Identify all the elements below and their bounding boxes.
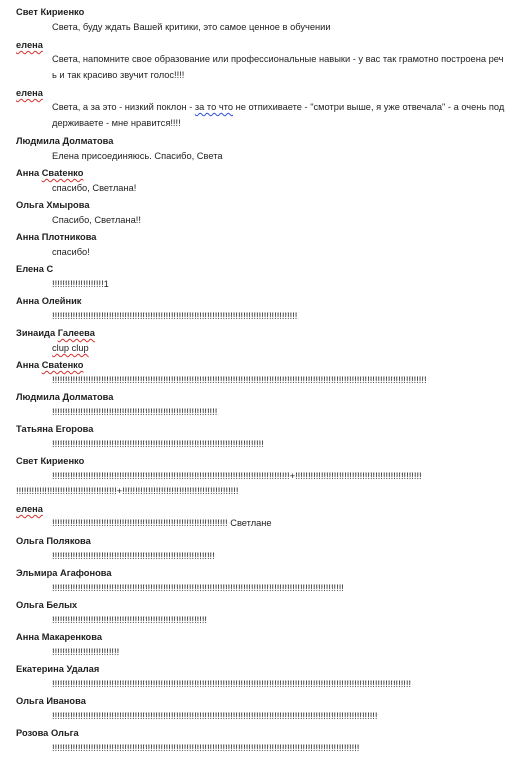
message-text: Света, буду ждать Вашей критики, это самое ценное в обучении <box>52 22 331 32</box>
message-text: !!!!!!!!!!!!!!!!!!!!!!!!!!!!!!!!!!!!!!!!!!!!!!!!!!!!!!!!!!!!!!!!!!!!!!!!!!!!!!!!!!!!!!!!!!!!!!!!!!!!!!!!!!!!!!!!! <box>52 583 344 593</box>
author-name: Ольга Иванова <box>16 696 86 706</box>
author-name: Екатерина Удалая <box>16 664 100 674</box>
author-name: Ольга Полякова <box>16 536 91 546</box>
author-name: Елена С <box>16 264 54 274</box>
author-name: Анна Плотникова <box>16 232 97 242</box>
message-continuation: !!!!!!!!!!!!!!!!!!!!!!!!!!!!!!!!!!!!!!!+!!!!!!!!!!!!!!!!!!!!!!!!!!!!!!!!!!!!!!!!!!!!! <box>16 486 239 496</box>
message-text: Света, напомните свое образование или профессиональные навыки - у вас так грамотно построена речь и так красиво звучит голос!!!! <box>52 54 504 80</box>
message-text: !!!!!!!!!!!!!!!!!!!!!!!!!!!!!!!!!!!!!!!!!!!!!!!!!!!!!!!!!!!!!!!!!!!! Светлане <box>52 518 272 528</box>
author-name: Розова Ольга <box>16 728 79 738</box>
author-name: Татьяна Егорова <box>16 424 94 434</box>
message-text: !!!!!!!!!!!!!!!!!!!!!!!!!!!!!!!!!!!!!!!!!!!!!!!!!!!!!!!!!!!!!!!!!!!!!!!!!!!!!!!!!!!!!!!!!!!!!!!!!!!!!!!!!!!!!!!!!!!!!!! <box>52 743 360 753</box>
author-name: Анна Макаренкова <box>16 632 102 642</box>
message-text: Света, а за это - низкий поклон - за то что не отпихиваете - "смотри выше, я уже отвечала" - а очень поддерживаете - мне нравится!!!! <box>52 102 505 128</box>
message-text: спасибо, Светлана! <box>52 183 137 193</box>
message-text: !!!!!!!!!!!!!!!!!!!!!!!!!!!!!!!!!!!!!!!!!!!!!!!!!!!!!!!!!!!!!!!!!!!!!!!!!!!!!!!!!!!!!!!!!!!!!!!!!!!!!!!!!!!!!!!!!!!!!!!!!!!!!!!!!!!!!!!!!!!!!!!!! <box>52 375 427 385</box>
message-text: !!!!!!!!!!!!!!!!!!!!!!!!!!!!!!!!!!!!!!!!!!!!!!!!!!!!!!!!!!!!!!! <box>52 551 215 561</box>
author-name: елена <box>16 88 43 98</box>
message-text: !!!!!!!!!!!!!!!!!!!!!!!!!!!!!!!!!!!!!!!!!!!!!!!!!!!!!!!!!!!!!!!!!!!!!!!!!!!!!!!!!!!!!!!!!!!!!!!!!!!!!!!!!!!!!!!!!!!!!!!!!!!!!! <box>52 711 378 721</box>
author-name: Анна Свatенко <box>16 168 84 178</box>
author-name: Ольга Белых <box>16 600 78 610</box>
author-name: Анна Олейник <box>16 296 82 306</box>
message-text: Спасибо, Светлана!! <box>52 215 141 225</box>
author-name: Анна Свatенко <box>16 360 84 370</box>
author-name: Людмила Долматова <box>16 392 114 402</box>
author-name: Свет Кириенко <box>16 456 85 466</box>
author-name: Ольга Хмырова <box>16 200 90 210</box>
message-text: !!!!!!!!!!!!!!!!!!!!!!!!!!!!!!!!!!!!!!!!!!!!!!!!!!!!!!!!!!!!!!!! <box>52 407 218 417</box>
message-text: !!!!!!!!!!!!!!!!!!!!!!!!!!!!!!!!!!!!!!!!!!!!!!!!!!!!!!!!!!!!!!!!!!!!!!!!!!!!!!!!!!!!!!!!!!!!+!!!!!!!!!!!!!!!!!!!!!!!!!!!!!!!!!!!!!!!!!!!!!!!!! <box>52 471 422 481</box>
author-name: елена <box>16 40 43 50</box>
message-text: спасибо! <box>52 247 90 257</box>
author-name: елена <box>16 504 43 514</box>
message-text: clup clup <box>52 343 89 353</box>
message-text: !!!!!!!!!!!!!!!!!!!!!!!!!!!!!!!!!!!!!!!!!!!!!!!!!!!!!!!!!!!!!!!!!!!!!!!!!!!!!!!!!! <box>52 439 264 449</box>
message-text: !!!!!!!!!!!!!!!!!!!!1 <box>52 279 109 289</box>
author-name: Эльмира Агафонова <box>16 568 112 578</box>
message-text: !!!!!!!!!!!!!!!!!!!!!!!!!!!!!!!!!!!!!!!!!!!!!!!!!!!!!!!!!!!!!!!!!!!!!!!!!!!!!!!!!!!!!!!!!!!!!!!!!!!!!!!!!!!!!!!!!!!!!!!!!!!!!!!!!!!!!!!!!!! <box>52 679 412 689</box>
message-text: !!!!!!!!!!!!!!!!!!!!!!!!!!!!!!!!!!!!!!!!!!!!!!!!!!!!!!!!!!!!!!!!!!!!!!!!!!!!!!!!!!!!!!!!!!!!!!! <box>52 311 298 321</box>
author-name: Людмила Долматова <box>16 136 114 146</box>
author-name: Зинаида Галеева <box>16 328 95 338</box>
message-text: !!!!!!!!!!!!!!!!!!!!!!!!!!!!!!!!!!!!!!!!!!!!!!!!!!!!!!!!!!!! <box>52 615 207 625</box>
message-text: Елена присоединяюсь. Спасибо, Света <box>52 151 223 161</box>
author-name: Свет Кириенко <box>16 7 85 17</box>
message-text: !!!!!!!!!!!!!!!!!!!!!!!!!! <box>52 647 120 657</box>
